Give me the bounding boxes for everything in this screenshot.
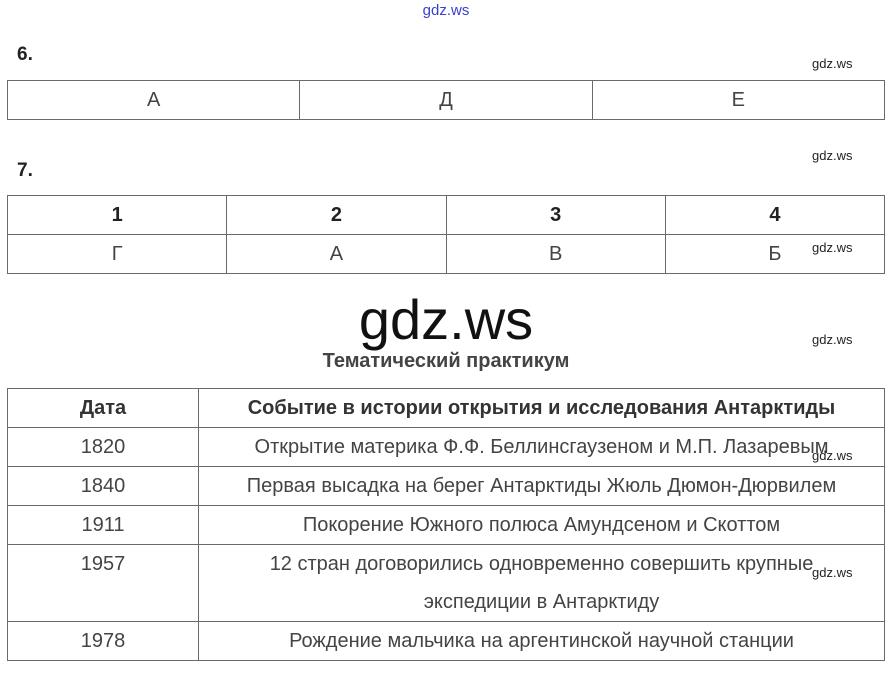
table-row: [8, 622, 885, 661]
task-6-number: 6.: [17, 44, 33, 65]
task-7-answer: В: [446, 235, 665, 274]
row-date: 1978: [8, 622, 199, 661]
practicum-title: Тематический практикум: [322, 350, 570, 372]
task-7-header: 2: [227, 196, 446, 235]
column-header-date: Дата: [8, 389, 199, 428]
table-row: [8, 196, 885, 235]
column-header-event: Событие в истории открытия и исследования Антарктиды: [199, 389, 885, 428]
task-7-answer: А: [227, 235, 446, 274]
table-header-row: [8, 389, 885, 428]
task-7-answer: Б: [665, 235, 884, 274]
table-row: [8, 81, 885, 120]
watermark-small: gdz.ws: [812, 448, 853, 463]
task-6-cell: Е: [592, 81, 884, 120]
task-7-number: 7.: [17, 160, 33, 181]
table-row: [8, 506, 885, 545]
practicum-table: [7, 388, 885, 661]
watermark-small: gdz.ws: [812, 240, 853, 255]
watermark-small: gdz.ws: [812, 148, 853, 163]
task-6-cell: Д: [300, 81, 592, 120]
task-6-table: [7, 80, 885, 120]
watermark-top: gdz.ws: [422, 2, 470, 19]
table-row: [8, 467, 885, 506]
row-event: Рождение мальчика на аргентинской научной станции: [199, 622, 885, 661]
task-7-answer: Г: [8, 235, 227, 274]
task-7-header: 3: [446, 196, 665, 235]
row-date: 1820: [8, 428, 199, 467]
table-row: [8, 235, 885, 274]
row-event: 12 стран договорились одновременно совершить крупные экспедиции в Антарктиду: [199, 545, 885, 622]
task-6-cell: А: [8, 81, 300, 120]
row-date: 1840: [8, 467, 199, 506]
task-7-header: 1: [8, 196, 227, 235]
watermark-small: gdz.ws: [812, 565, 853, 580]
watermark-small: gdz.ws: [812, 56, 853, 71]
row-date: 1957: [8, 545, 199, 622]
watermark-large: gdz.ws: [358, 288, 534, 351]
table-row: [8, 545, 885, 622]
task-7-header: 4: [665, 196, 884, 235]
watermark-small: gdz.ws: [812, 332, 853, 347]
table-row: [8, 428, 885, 467]
row-event: Первая высадка на берег Антарктиды Жюль Дюмон-Дюрвилем: [199, 467, 885, 506]
row-event: Покорение Южного полюса Амундсеном и Скоттом: [199, 506, 885, 545]
task-7-table: [7, 195, 885, 274]
row-event: Открытие материка Ф.Ф. Беллинсгаузеном и М.П. Лазаревым: [199, 428, 885, 467]
row-date: 1911: [8, 506, 199, 545]
